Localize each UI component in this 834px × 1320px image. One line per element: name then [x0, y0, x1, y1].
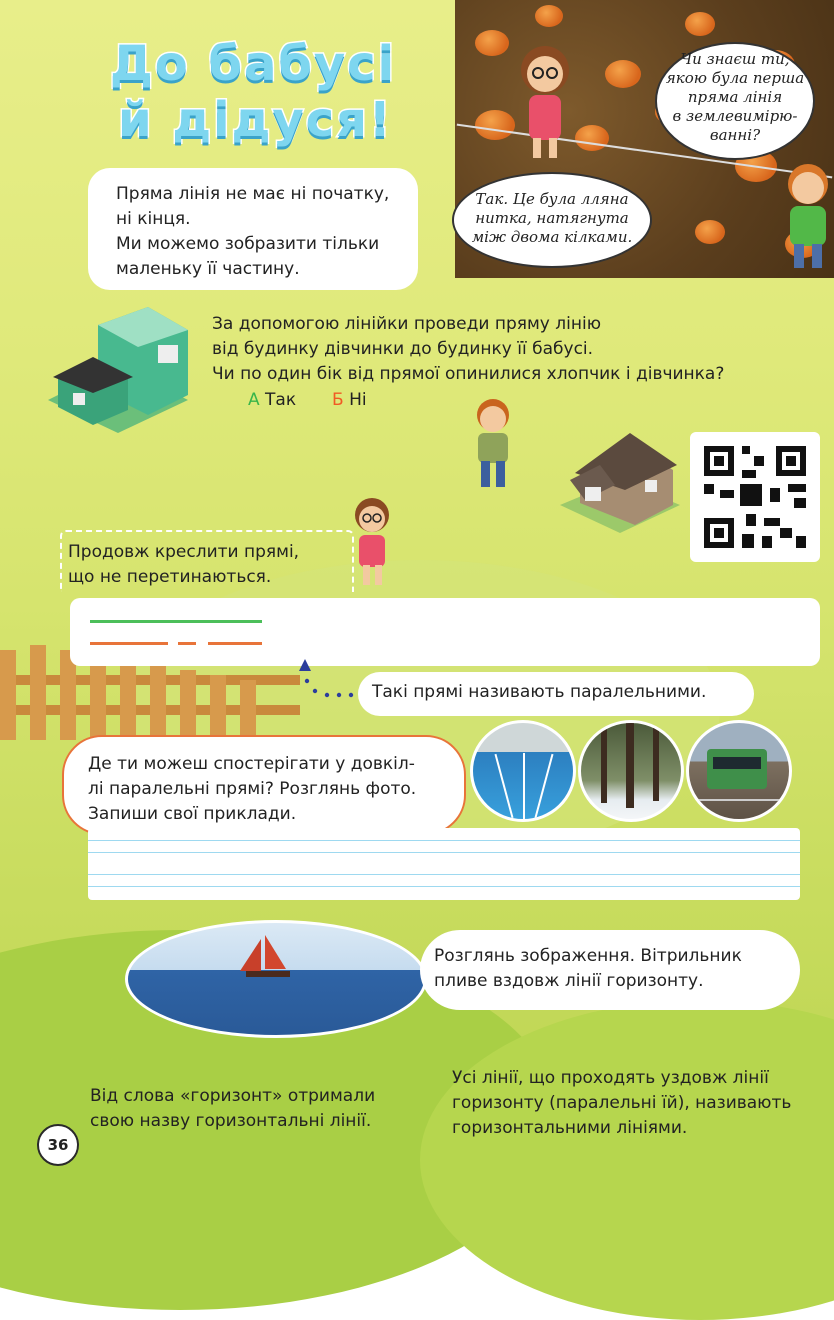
bubble-line: якою була перша — [665, 69, 805, 87]
parallel-note-text: Такі прямі називають паралельними. — [372, 682, 707, 702]
intro-text — [116, 182, 416, 282]
parallel-lines-drawing-area[interactable] — [70, 598, 820, 666]
answer-option-b[interactable] — [332, 388, 367, 413]
bubble-line: між двома кілками. — [471, 228, 633, 246]
bubble-line: пряма лінія — [687, 88, 783, 106]
option-b-text: Ні — [349, 390, 367, 410]
task1-line: Чи по один бік від прямої опинилися хлопчик і дівчинка? — [212, 364, 725, 384]
task3-line: Де ти можеш спостерігати у довкіл- — [88, 754, 415, 774]
boy-character — [780, 160, 834, 270]
intro-line: ні кінця. — [116, 209, 191, 229]
task3-line: лі паралельні прямі? Розглянь фото. — [88, 779, 417, 799]
bubble-line: нитка, натягнута — [475, 209, 629, 227]
grandmas-house-illustration — [555, 425, 685, 535]
forest-photo — [578, 720, 684, 822]
bottom-right-line: Усі лінії, що проходять уздовж лінії — [452, 1068, 769, 1088]
answer-option-a[interactable] — [248, 388, 296, 413]
task2-line: Продовж креслити прямі, — [68, 542, 300, 562]
task2-text — [68, 540, 348, 590]
bubble-line: в землевимірю- — [672, 107, 798, 125]
bottom-right-line: горизонту (паралельні їй), називають — [452, 1093, 792, 1113]
train-photo — [686, 720, 792, 822]
sailboat-photo — [125, 920, 427, 1038]
green-line — [90, 620, 262, 623]
task1-line: від будинку дівчинки до будинку її бабусі. — [212, 339, 594, 359]
task3-line: Запиши свої приклади. — [88, 804, 297, 824]
title-line: До бабусі — [110, 36, 397, 92]
option-b-letter: Б — [332, 390, 344, 410]
orange-dashed-line — [90, 642, 262, 645]
horizon-text — [434, 944, 794, 994]
bottom-right-line: горизонтальними лініями. — [452, 1118, 688, 1138]
bubble-line: Так. Це була лляна — [475, 190, 629, 208]
task1-text — [212, 312, 812, 387]
horizon-line: пливе вздовж лінії горизонту. — [434, 971, 704, 991]
task3-text — [88, 752, 458, 827]
intro-line: маленьку її частину. — [116, 259, 300, 279]
bottom-left-text — [90, 1084, 420, 1134]
intro-line: Пряма лінія не має ні початку, — [116, 184, 390, 204]
question-speech-bubble — [655, 42, 815, 160]
task2-line: що не перетинаються. — [68, 567, 272, 587]
answer-writing-area[interactable] — [88, 828, 800, 900]
option-a-text: Так — [265, 390, 297, 410]
girls-house-illustration — [38, 305, 198, 435]
horizon-line: Розглянь зображення. Вітрильник — [434, 946, 742, 966]
intro-line: Ми можемо зобразити тільки — [116, 234, 380, 254]
bottom-right-text — [452, 1066, 832, 1141]
page-title — [110, 36, 410, 148]
bottom-left-line: Від слова «горизонт» отримали — [90, 1086, 376, 1106]
task1-line: За допомогою лінійки проведи пряму лінію — [212, 314, 602, 334]
swimming-pool-photo — [470, 720, 576, 822]
boy-character — [468, 395, 518, 490]
bottom-left-line: свою назву горизонтальні лінії. — [90, 1111, 372, 1131]
page-number: 36 — [37, 1124, 79, 1166]
girl-character — [505, 40, 585, 160]
qr-code[interactable] — [690, 432, 820, 562]
option-a-letter: А — [248, 390, 260, 410]
bubble-line: Чи знаєш ти, — [680, 50, 790, 68]
answer-speech-bubble — [452, 172, 652, 268]
title-line: й дідуся! — [118, 92, 393, 148]
bubble-line: ванні? — [709, 126, 761, 144]
